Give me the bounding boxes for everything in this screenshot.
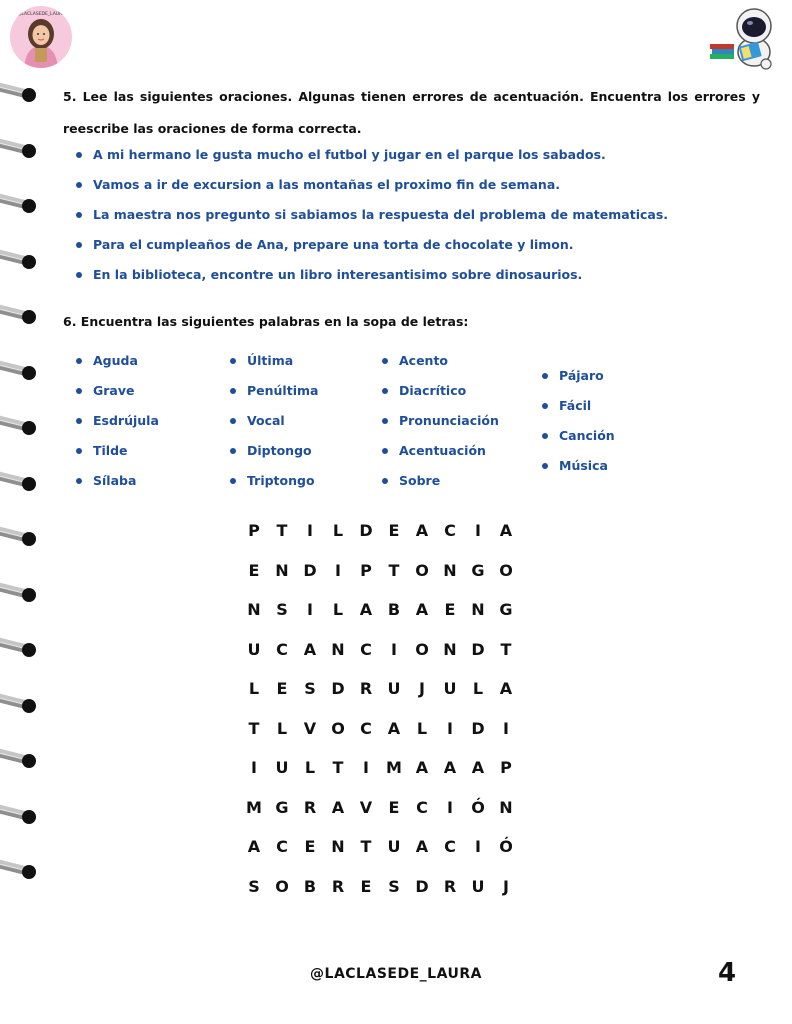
grid-letter: A — [499, 521, 513, 540]
grid-letter: E — [388, 797, 400, 817]
grid-letter: Ó — [499, 837, 513, 856]
grid-letter: O — [331, 718, 345, 738]
grid-letter: O — [499, 560, 513, 580]
word-item: Canción — [542, 425, 615, 455]
grid-letter: M — [246, 797, 262, 817]
grid-letter: E — [388, 521, 400, 540]
question-5-prompt: 5. Lee las siguientes oraciones. Algunas tienen errores de acentuación. Encuentra los errores y reescribe las oraciones de forma correcta. — [63, 89, 760, 136]
sentence-item: A mi hermano le gusta mucho el futbol y jugar en el parque los sabados. — [76, 144, 668, 174]
grid-letter: A — [499, 679, 513, 698]
word-item: Música — [542, 455, 615, 485]
grid-letter: A — [415, 837, 429, 856]
word-item: Sobre — [382, 470, 499, 500]
word-item: Tilde — [76, 440, 159, 470]
grid-letter: J — [419, 679, 425, 698]
sentence-item: En la biblioteca, encontre un libro interesantisimo sobre dinosaurios. — [76, 264, 668, 294]
word-list-column-3 — [382, 350, 499, 500]
grid-letter: O — [415, 560, 429, 580]
grid-letter: U — [471, 876, 485, 896]
grid-letter: A — [359, 600, 373, 619]
grid-letter: E — [304, 837, 316, 856]
spiral-ring — [0, 802, 46, 828]
grid-letter: E — [360, 876, 372, 896]
grid-letter: I — [475, 521, 481, 540]
grid-letter: N — [443, 639, 457, 659]
grid-letter: P — [500, 758, 512, 777]
word-item: Triptongo — [230, 470, 318, 500]
grid-letter: P — [360, 560, 372, 580]
grid-letter: L — [248, 679, 260, 698]
word-search-grid — [240, 518, 520, 913]
word-list-column-4 — [542, 365, 615, 485]
grid-letter: E — [444, 600, 456, 619]
grid-letter: I — [475, 837, 481, 856]
question-5-sentence-list — [76, 144, 668, 294]
word-item: Diptongo — [230, 440, 318, 470]
grid-letter: I — [335, 560, 341, 580]
grid-letter: N — [275, 560, 289, 580]
grid-letter: A — [443, 758, 457, 777]
word-list-column-2 — [230, 350, 318, 500]
grid-letter: R — [359, 679, 373, 698]
grid-letter: A — [331, 797, 345, 817]
grid-letter: L — [304, 758, 316, 777]
spiral-ring — [0, 136, 46, 162]
grid-letter: T — [360, 837, 372, 856]
grid-letter: I — [307, 600, 313, 619]
grid-letter: T — [388, 560, 400, 580]
spiral-ring — [0, 580, 46, 606]
grid-letter: C — [276, 639, 288, 659]
spiral-ring — [0, 469, 46, 495]
word-item: Pájaro — [542, 365, 615, 395]
grid-letter: T — [500, 639, 512, 659]
spiral-ring — [0, 691, 46, 717]
grid-letter: D — [303, 560, 317, 580]
spiral-ring — [0, 247, 46, 273]
grid-letter: A — [303, 639, 317, 659]
grid-letter: D — [471, 639, 485, 659]
grid-row — [240, 676, 520, 716]
grid-row — [240, 637, 520, 677]
grid-letter: C — [444, 837, 456, 856]
teacher-avatar-logo — [10, 6, 72, 68]
grid-letter: I — [391, 639, 397, 659]
word-item: Sílaba — [76, 470, 159, 500]
spiral-ring — [0, 524, 46, 550]
spiral-ring — [0, 358, 46, 384]
spiral-ring — [0, 857, 46, 883]
grid-letter: S — [276, 600, 288, 619]
grid-letter: E — [248, 560, 260, 580]
word-item: Fácil — [542, 395, 615, 425]
grid-letter: D — [471, 718, 485, 738]
grid-letter: A — [471, 758, 485, 777]
grid-letter: I — [447, 718, 453, 738]
word-item: Penúltima — [230, 380, 318, 410]
word-item: Acento — [382, 350, 499, 380]
grid-letter: G — [471, 560, 485, 580]
sentence-item: Para el cumpleaños de Ana, prepare una torta de chocolate y limon. — [76, 234, 668, 264]
grid-letter: L — [472, 679, 484, 698]
grid-letter: R — [443, 876, 457, 896]
grid-letter: C — [416, 797, 428, 817]
grid-letter: C — [276, 837, 288, 856]
spiral-binding — [0, 80, 50, 900]
grid-letter: D — [331, 679, 345, 698]
grid-letter: G — [275, 797, 289, 817]
word-list-column-1 — [76, 350, 159, 500]
grid-letter: N — [331, 639, 345, 659]
grid-row — [240, 558, 520, 598]
spiral-ring — [0, 746, 46, 772]
grid-letter: C — [360, 718, 372, 738]
sentence-item: La maestra nos pregunto si sabiamos la respuesta del problema de matematicas. — [76, 204, 668, 234]
grid-letter: U — [275, 758, 289, 777]
spiral-ring — [0, 191, 46, 217]
grid-letter: N — [443, 560, 457, 580]
grid-letter: L — [332, 600, 344, 619]
grid-letter: D — [359, 521, 373, 540]
grid-letter: S — [248, 876, 260, 896]
word-item: Acentuación — [382, 440, 499, 470]
grid-letter: S — [304, 679, 316, 698]
grid-letter: E — [276, 679, 288, 698]
grid-letter: I — [307, 521, 313, 540]
grid-letter: I — [251, 758, 257, 777]
grid-letter: S — [388, 876, 400, 896]
grid-letter: P — [248, 521, 260, 540]
grid-letter: U — [387, 679, 401, 698]
word-item: Esdrújula — [76, 410, 159, 440]
word-item: Grave — [76, 380, 159, 410]
grid-letter: D — [415, 876, 429, 896]
grid-letter: U — [247, 639, 261, 659]
footer-handle: @LACLASEDE_LAURA — [310, 966, 482, 982]
grid-letter: I — [503, 718, 509, 738]
grid-letter: N — [499, 797, 513, 817]
grid-letter: J — [503, 876, 509, 896]
spiral-ring — [0, 80, 46, 106]
grid-letter: A — [387, 718, 401, 738]
grid-letter: L — [332, 521, 344, 540]
grid-letter: U — [443, 679, 457, 698]
grid-letter: N — [247, 600, 261, 619]
avatar-tag: @LACLASEDE_LAURA — [16, 12, 66, 17]
grid-row — [240, 597, 520, 637]
spiral-ring — [0, 635, 46, 661]
grid-letter: B — [303, 876, 317, 896]
grid-row — [240, 755, 520, 795]
grid-letter: V — [359, 797, 373, 817]
grid-letter: T — [248, 718, 260, 738]
grid-letter: C — [444, 521, 456, 540]
grid-letter: U — [387, 837, 401, 856]
grid-letter: C — [360, 639, 372, 659]
grid-letter: O — [275, 876, 289, 896]
grid-row — [240, 834, 520, 874]
spiral-ring — [0, 413, 46, 439]
grid-letter: I — [447, 797, 453, 817]
grid-letter: G — [499, 600, 513, 619]
grid-letter: A — [415, 600, 429, 619]
grid-letter: R — [303, 797, 317, 817]
grid-letter: L — [416, 718, 428, 738]
grid-letter: A — [415, 521, 429, 540]
grid-row — [240, 716, 520, 756]
grid-letter: A — [247, 837, 261, 856]
grid-letter: M — [386, 758, 402, 777]
astronaut-reading-icon — [708, 4, 778, 70]
grid-letter: R — [331, 876, 345, 896]
grid-letter: A — [415, 758, 429, 777]
grid-letter: I — [363, 758, 369, 777]
spiral-ring — [0, 302, 46, 328]
word-item: Diacrítico — [382, 380, 499, 410]
question-6-prompt: 6. Encuentra las siguientes palabras en la sopa de letras: — [63, 314, 469, 329]
grid-letter: Ó — [471, 797, 485, 817]
grid-row — [240, 795, 520, 835]
word-item: Aguda — [76, 350, 159, 380]
grid-letter: T — [332, 758, 344, 777]
grid-letter: B — [387, 600, 401, 619]
grid-row — [240, 518, 520, 558]
word-item: Última — [230, 350, 318, 380]
grid-letter: T — [276, 521, 288, 540]
grid-row — [240, 874, 520, 914]
grid-letter: N — [331, 837, 345, 856]
word-item: Pronunciación — [382, 410, 499, 440]
sentence-item: Vamos a ir de excursion a las montañas el proximo fin de semana. — [76, 174, 668, 204]
grid-letter: V — [303, 718, 317, 738]
grid-letter: N — [471, 600, 485, 619]
grid-letter: L — [276, 718, 288, 738]
grid-letter: O — [415, 639, 429, 659]
word-item: Vocal — [230, 410, 318, 440]
page-number: 4 — [718, 958, 737, 988]
